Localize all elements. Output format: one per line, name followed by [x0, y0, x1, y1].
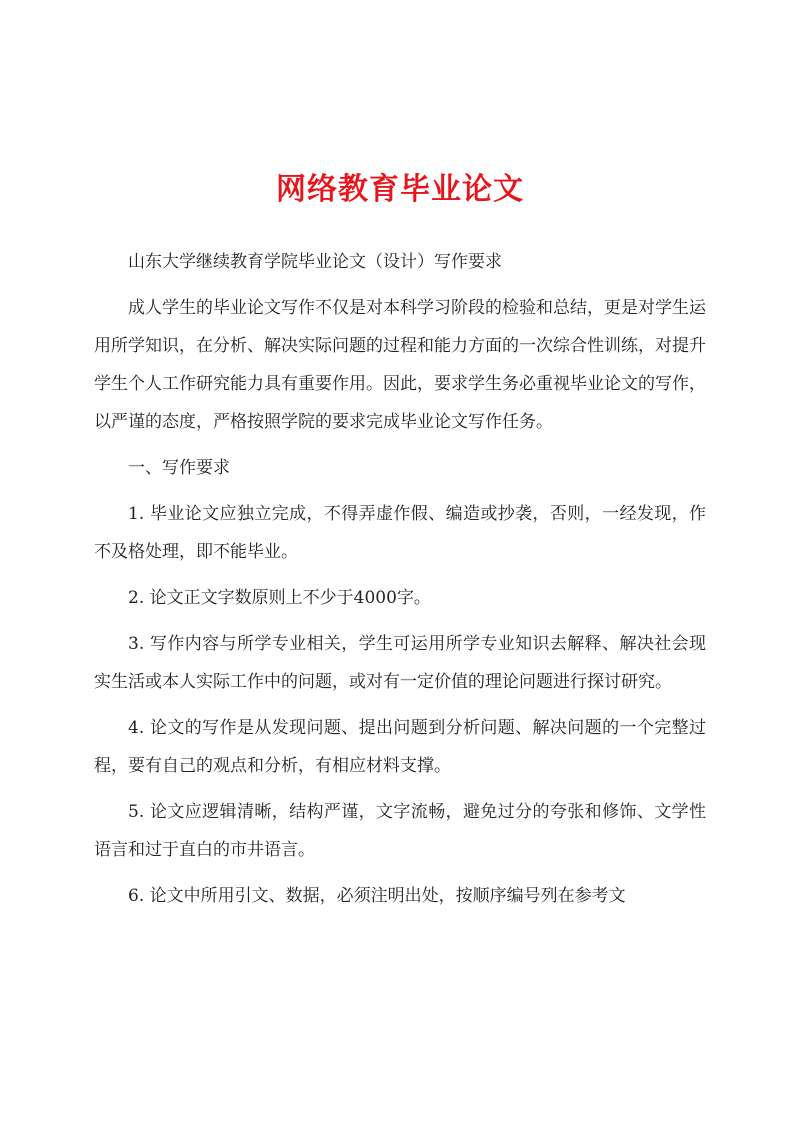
paragraph-intro: 成人学生的毕业论文写作不仅是对本科学习阶段的检验和总结，更是对学生运用所学知识，在分析、解决实际问题的过程和能力方面的一次综合性训练，对提升学生个人工作研究能力具有重要作用。因此，要求学生务必重视毕业论文的写作，以严谨的态度，严格按照学院的要求完成毕业论文写作任务。 — [94, 298, 706, 432]
requirement-item: 5. 论文应逻辑清晰，结构严谨，文字流畅，避免过分的夸张和修饰、文学性语言和过于直白的市井语言。 — [94, 802, 706, 860]
document-body — [94, 243, 706, 923]
section-heading: 一、写作要求 — [128, 458, 230, 478]
document-title: 网络教育毕业论文 — [276, 172, 524, 207]
requirement-item: 1. 毕业论文应独立完成，不得弄虚作假、编造或抄袭，否则，一经发现，作不及格处理，即不能毕业。 — [94, 504, 706, 562]
requirement-item: 6. 论文中所用引文、数据，必须注明出处，按顺序编号列在参考文 — [128, 886, 626, 906]
requirement-item: 3. 写作内容与所学专业相关，学生可运用所学专业知识去解释、解决社会现实生活或本人实际工作中的问题，或对有一定价值的理论问题进行探讨研究。 — [94, 634, 706, 692]
requirement-item: 4. 论文的写作是从发现问题、提出问题到分析问题、解决问题的一个完整过程，要有自己的观点和分析，有相应材料支撑。 — [94, 718, 706, 776]
requirement-item: 2. 论文正文字数原则上不少于4000字。 — [128, 588, 431, 608]
paragraph-subtitle: 山东大学继续教育学院毕业论文（设计）写作要求 — [128, 252, 502, 272]
